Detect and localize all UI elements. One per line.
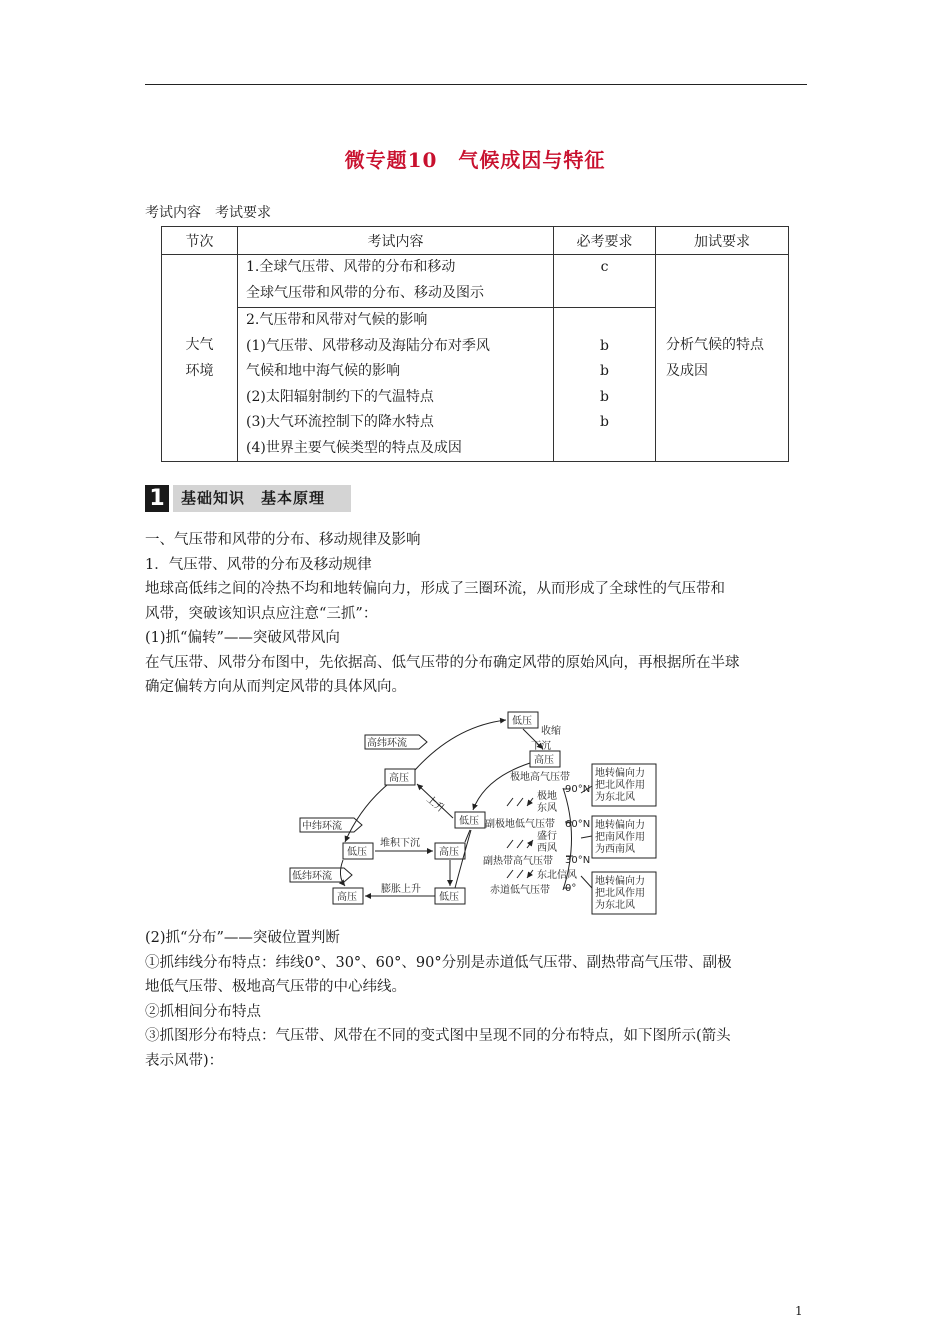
text-line: 在气压带、风带分布图中，先依据高、低气压带的分布确定风带的原始风向，再根据所在半球 (145, 654, 740, 671)
table-row (162, 255, 789, 308)
text-line: 地低气压带、极地高气压带的中心纬线。 (145, 979, 406, 995)
page-title: 微专题10 气候成因与特征 (344, 148, 606, 172)
ne-trade-label: 东北信风 (537, 870, 577, 881)
high-label: 高压 (534, 755, 554, 766)
note-line: 把北风作用 (595, 888, 645, 899)
low-label: 低压 (512, 716, 532, 727)
high-label: 高压 (439, 847, 459, 858)
note-line: 为东北风 (595, 900, 635, 911)
note-line: 为东北风 (595, 792, 635, 803)
note-line: 把南风作用 (595, 832, 645, 843)
westerlies-label: 西风 (537, 843, 557, 854)
text-line: ③抓图形分布特点：气压带、风带在不同的变式图中呈现不同的分布特点，如下图所示(箭头 (145, 1028, 731, 1044)
section-line: 大气 (185, 337, 214, 353)
header-section: 节次 (162, 227, 238, 255)
section-heading (145, 485, 351, 512)
content-line: 2.气压带和风带对气候的影响 (246, 312, 428, 328)
section-title: 基础知识 基本原理 (173, 485, 351, 512)
header-required: 必考要求 (554, 227, 656, 255)
note-line: 地转偏向力 (595, 820, 645, 831)
required-value: b (600, 414, 609, 430)
low-lat-circ-label: 低纬环流 (292, 871, 332, 882)
content-line: (1)气压带、风带移动及海陆分布对季风 (246, 337, 490, 354)
heading-line: 1．气压带、风带的分布及移动规律 (145, 556, 372, 573)
content-line: (4)世界主要气候类型的特点及成因 (246, 439, 462, 456)
exam-requirements-table (161, 226, 789, 462)
required-cell (554, 255, 656, 308)
high-label: 高压 (389, 773, 409, 784)
section-number: 1 (145, 485, 169, 512)
section-line: 环境 (185, 363, 214, 379)
paragraph-block (145, 926, 810, 1073)
text-line: ②抓相间分布特点 (145, 1003, 261, 1020)
content-line: 气候和地中海气候的影响 (246, 363, 400, 379)
shrink-label: 收缩 (541, 726, 561, 737)
required-value: c (600, 259, 609, 275)
accum-sink-label: 堆积下沉 (380, 838, 420, 849)
table-caption: 考试内容 考试要求 (145, 205, 271, 221)
content-line: (3)大气环流控制下的降水特点 (246, 414, 434, 430)
header-rule (145, 84, 807, 85)
additional-line: 分析气候的特点 (666, 337, 764, 353)
content-line: 1.全球气压带、风带的分布和移动 (246, 259, 456, 275)
note-line: 把北风作用 (595, 780, 645, 791)
lat90-label: 90°N (565, 784, 591, 795)
additional-cell (656, 255, 789, 462)
westerlies-label: 盛行 (537, 831, 557, 842)
note-line: 地转偏向力 (595, 768, 645, 779)
header-content: 考试内容 (238, 227, 554, 255)
text-line: (1)抓“偏转”——突破风带风向 (145, 630, 340, 646)
rise-label: 上升 (424, 793, 447, 816)
required-value: b (600, 363, 609, 379)
note-line: 为西南风 (595, 844, 635, 855)
lat60-label: 60°N (565, 819, 591, 830)
text-line: 表示风带)： (145, 1052, 224, 1069)
page-number: 1 (795, 1304, 803, 1318)
additional-line: 及成因 (666, 363, 708, 379)
text-line: 地球高低纬之间的冷热不均和地转偏向力，形成了三圈环流，从而形成了全球性的气压带和 (145, 581, 725, 597)
content-cell (238, 255, 554, 308)
heading-line: 一、气压带和风带的分布、移动规律及影响 (145, 532, 421, 548)
required-cell (554, 308, 656, 462)
expand-rise-label: 膨胀上升 (381, 884, 421, 895)
polar-east-label: 极地 (537, 791, 557, 802)
high-lat-circ-label: 高纬环流 (367, 738, 407, 749)
content-line: (2)太阳辐射制约下的气温特点 (246, 388, 434, 405)
mid-lat-circ-label: 中纬环流 (302, 821, 342, 832)
circulation-diagram (285, 708, 670, 918)
sink-label: 下沉 (531, 741, 551, 752)
section-cell (162, 255, 238, 462)
text-line: (2)抓“分布”——突破位置判断 (145, 930, 340, 946)
lat30-label: 30°N (565, 855, 591, 866)
subtropical-high-belt-label: 副热带高气压带 (483, 856, 553, 867)
required-spacer (554, 308, 655, 334)
high-label: 高压 (337, 892, 357, 903)
note-line: 地转偏向力 (595, 876, 645, 887)
table-header-row (162, 227, 789, 255)
low-label: 低压 (439, 892, 459, 903)
low-label: 低压 (347, 847, 367, 858)
polar-high-belt-label: 极地高气压带 (510, 772, 570, 783)
low-label: 低压 (459, 816, 479, 827)
polar-east-label: 东风 (537, 803, 557, 814)
content-cell (238, 308, 554, 462)
subpolar-low-belt-label: 副极地低气压带 (485, 819, 555, 830)
equatorial-low-belt-label: 赤道低气压带 (490, 885, 550, 896)
text-line: ①抓纬线分布特点：纬线0°、30°、60°、90°分别是赤道低气压带、副热带高气压带、副极 (145, 954, 732, 971)
required-value: b (600, 388, 609, 405)
text-line: 确定偏转方向从而判定风带的具体风向。 (145, 679, 406, 695)
required-value: b (600, 337, 609, 354)
paragraph-block (145, 528, 810, 700)
content-line: 全球气压带和风带的分布、移动及图示 (246, 284, 484, 301)
header-additional: 加试要求 (656, 227, 789, 255)
text-line: 风带，突破该知识点应注意“三抓”： (145, 605, 378, 622)
lat0-label: 0° (565, 883, 577, 894)
